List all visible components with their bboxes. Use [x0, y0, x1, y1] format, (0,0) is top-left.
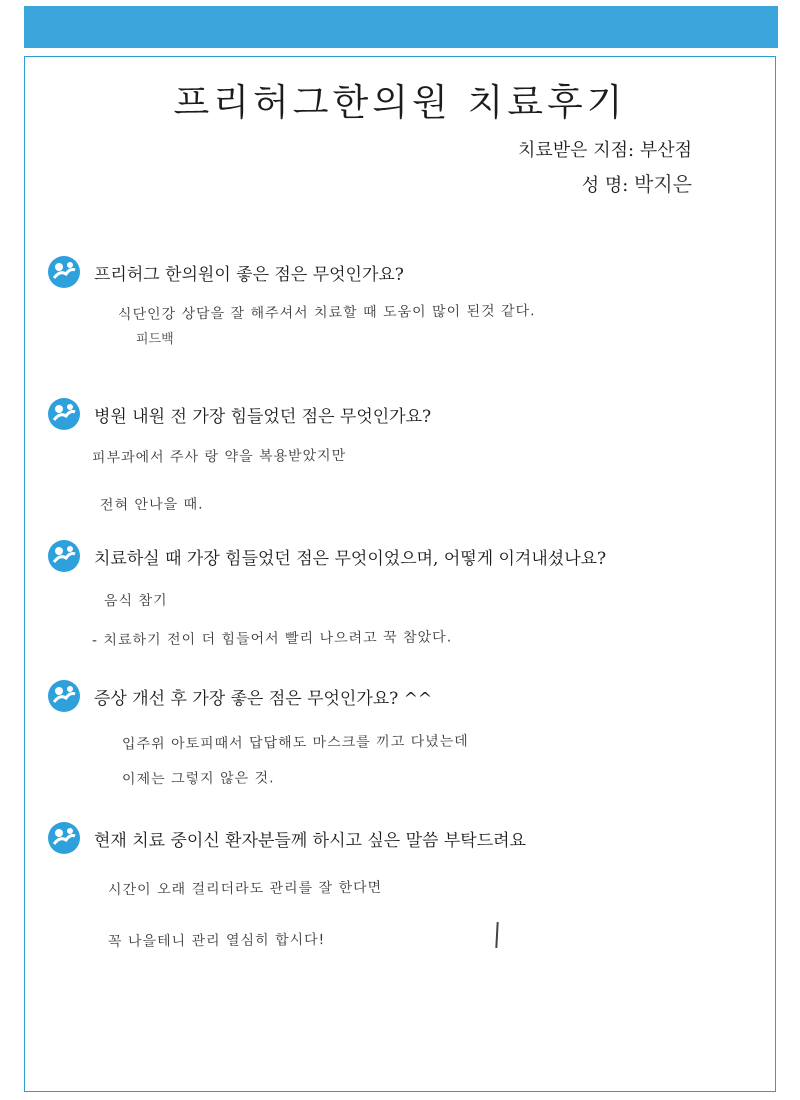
answer-line: - 치료하기 전이 더 힘들어서 빨리 나으려고 꾹 참았다.: [91, 629, 453, 649]
name-field: [582, 168, 692, 197]
branch-field: [518, 136, 692, 162]
question-text: 병원 내원 전 가장 힘들었던 점은 무엇인가요?: [94, 406, 432, 427]
question-2: [48, 398, 431, 430]
header-band: [24, 6, 778, 48]
question-text: 치료하실 때 가장 힘들었던 점은 무엇이었으며, 어떻게 이겨내셨나요?: [94, 548, 607, 569]
branch-label: 치료받은 지점:: [517, 140, 635, 161]
answer-line: 식단인강 상담을 잘 해주셔서 치료할 때 도움이 많이 된것 같다.: [117, 303, 536, 323]
question-3: [48, 540, 606, 572]
freehug-logo-icon: [48, 680, 80, 712]
answer-line: 시간이 오래 걸리더라도 관리를 잘 한다면: [107, 879, 383, 899]
name-label: 성 명:: [581, 175, 629, 196]
answer-line: 이제는 그렇지 않은 것.: [121, 770, 275, 788]
answer-line: 전혀 안나을 때.: [99, 496, 204, 514]
question-text: 프리허그 한의원이 좋은 점은 무엇인가요?: [94, 264, 404, 285]
answer-note: 피드백: [136, 332, 174, 347]
question-5: [48, 822, 526, 854]
question-text: 현재 치료 중이신 환자분들께 하시고 싶은 말씀 부탁드려요: [94, 830, 526, 851]
name-value: 박지은: [634, 172, 692, 196]
freehug-logo-icon: [48, 540, 80, 572]
freehug-logo-icon: [48, 822, 80, 854]
answer-line: 피부과에서 주사 랑 약을 복용받았지만: [91, 447, 347, 467]
question-text: 증상 개선 후 가장 좋은 점은 무엇인가요? ^^: [94, 688, 433, 709]
answer-line: 입주위 아토피때서 답답해도 마스크를 끼고 다녔는데: [121, 733, 469, 753]
answer-line: 꼭 나을테니 관리 열심히 합시다!: [107, 932, 326, 950]
freehug-logo-icon: [48, 398, 80, 430]
question-1: [48, 256, 404, 288]
answer-line: 음식 참기: [103, 592, 168, 610]
freehug-logo-icon: [48, 256, 80, 288]
question-4: [48, 680, 432, 712]
branch-value: 부산점: [639, 140, 692, 161]
form-title: 프리허그한의원 치료후기: [173, 81, 627, 124]
